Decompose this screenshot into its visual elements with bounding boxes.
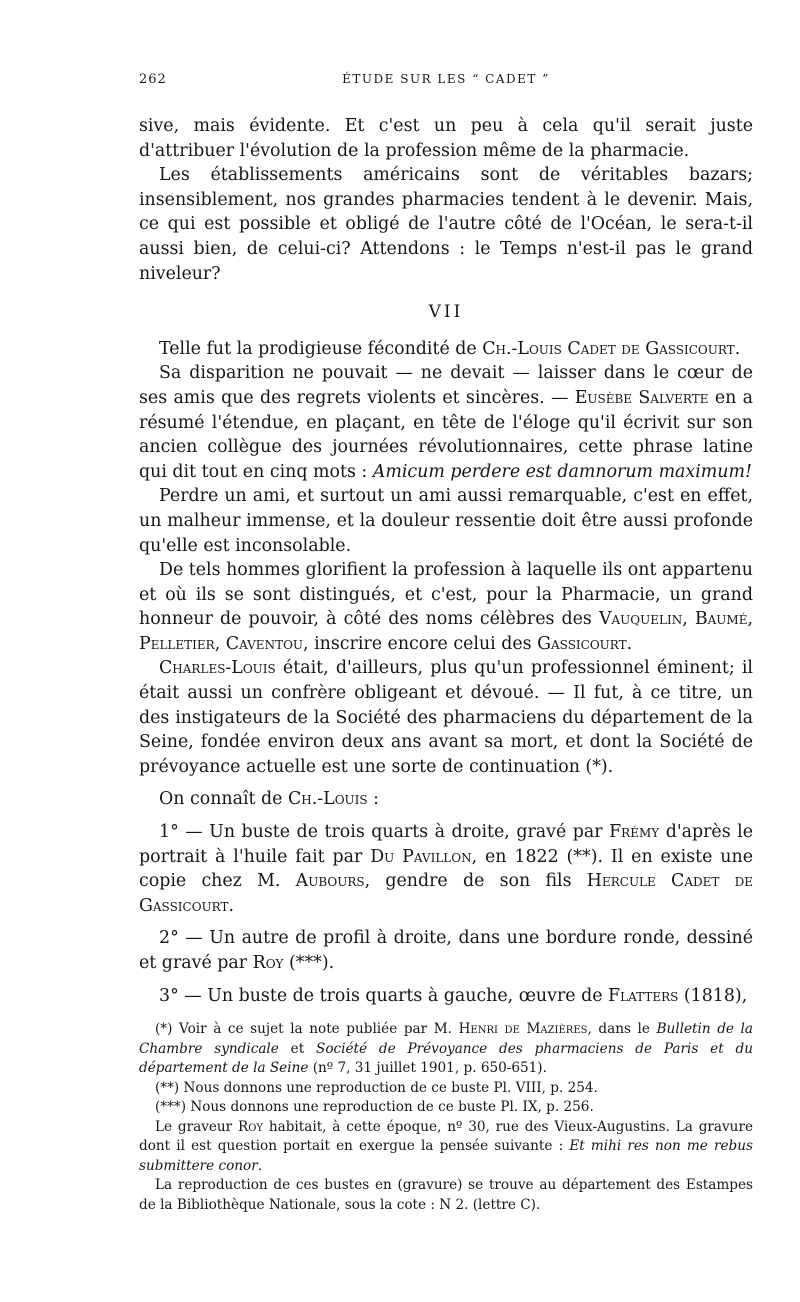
text: De tels hommes glorifient la profession à laquelle ils ont appartenu et où ils se sont distingués, et c'est, pour la Pharmacie, un grand honneur de pouvoir, à côté des noms célèbres des: [139, 560, 753, 630]
paragraph-known-works: [139, 787, 753, 812]
text: On connaît de: [159, 789, 288, 810]
list-item-2: [139, 926, 753, 975]
person-name: Ch.-Louis Cadet de Gassicourt: [482, 338, 735, 359]
text: .: [734, 338, 741, 359]
main-text: [139, 114, 753, 1008]
list-item-1: [139, 820, 753, 918]
paragraph-confrere: [139, 656, 753, 779]
paragraph-disappearance: [139, 361, 753, 484]
text: Le graveur: [155, 1118, 238, 1135]
text: .: [257, 1157, 263, 1174]
person-name: Hercule Cadet de Gassicourt: [139, 871, 754, 916]
person-name: Frémy: [609, 822, 660, 843]
latin-quote: Amicum perdere est damnorum maximum!: [372, 461, 752, 482]
person-name: Eusèbe Salverte: [574, 387, 709, 408]
text: Sa disparition ne pouvait — ne devait — laisser dans le cœur de ses amis que des regrets violents et sincères. —: [139, 363, 753, 408]
person-name: Caventou: [225, 633, 304, 654]
text: , inscrire encore celui des: [303, 633, 538, 654]
person-name: Charles-Louis: [159, 658, 276, 679]
paragraph-continuation: sive, mais évidente. Et c'est un peu à cela qu'il serait juste d'attribuer l'évolution de la profession même de la pharmacie.: [139, 116, 753, 161]
person-name: Henri de Mazières: [458, 1021, 588, 1038]
text: (nº 7, 31 juillet 1901, p. 650-651).: [308, 1060, 547, 1077]
person-name: Aubours: [295, 871, 365, 892]
text: (1818),: [678, 985, 748, 1006]
paragraph-american-stores: Les établissements américains sont de véritables bazars; insensiblement, nos grandes pharmacies tendent à le devenir. Mais, ce qui est possible et obligé de l'autre côté de l'Océan, le sera-t-il aussi bien, de celui-ci? Attendons : le Temps n'est-il pas le grand niveleur?: [139, 165, 753, 284]
text: (***).: [283, 953, 335, 973]
text: Telle fut la prodigieuse fécondité de: [159, 338, 483, 359]
footnote-engraver: [139, 1118, 753, 1177]
person-name: Pelletier: [139, 633, 215, 654]
text: était, d'ailleurs, plus qu'un professionnel éminent; il était aussi un confrère obligeant et dévoué. — Il fut, à ce titre, un des instigateurs de la Société des pharmaciens du département de la Seine, fondée environ deux ans avant sa mort, et dont la Société de prévoyance actuelle est une sorte de continuation (*).: [139, 658, 753, 777]
text: ,: [682, 609, 695, 630]
footnotes: [139, 1020, 753, 1215]
paragraph-fecundity: [139, 337, 753, 362]
person-name: Du Pavillon: [370, 846, 472, 867]
text: (*) Voir à ce sujet la note publiée par M.: [155, 1021, 459, 1038]
section-heading: VII: [428, 302, 464, 323]
person-name: Flatters: [608, 985, 679, 1006]
text: .: [626, 633, 633, 654]
person-name: Vauquelin: [598, 609, 683, 630]
text: , en 1822 (**). Il en existe une copie chez M.: [139, 846, 753, 892]
footnote-2: (**) Nous donnons une reproduction de ce buste Pl. VIII, p. 254.: [155, 1079, 598, 1096]
footnote-busts: La reproduction de ces bustes en (gravure) se trouve au département des Estampes de la Bibliothèque Nationale, sous la cote : N 2. (lettre C).: [139, 1177, 753, 1213]
person-name: Roy: [252, 953, 284, 973]
text: :: [367, 789, 380, 810]
list-item-3: [139, 984, 753, 1009]
running-header: [139, 72, 753, 96]
paragraph-loss: Perdre un ami, et surtout un ami aussi remarquable, c'est en effet, un malheur immense, et la douleur ressentie doit être aussi profonde qu'elle est inconsolable.: [139, 486, 753, 556]
text: d'après le portrait à l'huile fait par: [139, 822, 753, 867]
text: et: [278, 1040, 317, 1057]
text: ,: [214, 633, 226, 654]
publication-title: Bulletin de la Chambre syndicale: [139, 1021, 753, 1057]
page-number: 262: [139, 72, 167, 87]
text: , dans le: [587, 1021, 657, 1038]
text: ,: [747, 609, 753, 630]
person-name: Roy: [238, 1118, 264, 1135]
text: .: [228, 895, 235, 916]
text: 1° — Un buste de trois quarts à droite, gravé par: [159, 822, 610, 843]
person-name: Gassicourt: [537, 633, 627, 654]
text: habitait, à cette époque, nº 30, rue des Vieux-Augustins. La gravure dont il est question portait en exergue la pensée suivante :: [139, 1118, 753, 1155]
person-name: Baumé: [694, 609, 748, 630]
text: en a résumé l'étendue, en plaçant, en tête de l'éloge qu'il écrivit sur son ancien collègue des journées révolutionnaires, cette phrase latine qui dit tout en cinq mots :: [139, 387, 753, 482]
footnote-1: [139, 1020, 753, 1079]
latin-motto: Et mihi res non me rebus submittere conor: [139, 1138, 753, 1174]
page: [139, 72, 753, 1215]
text: 3° — Un buste de trois quarts à gauche, œuvre de: [159, 985, 609, 1006]
publication-title: Société de Prévoyance des pharmaciens de Paris et du département de la Seine: [139, 1040, 753, 1077]
text: 2° — Un autre de profil à droite, dans une bordure ronde, dessiné et gravé par: [139, 928, 753, 973]
footnote-3: (***) Nous donnons une reproduction de ce buste Pl. IX, p. 256.: [155, 1099, 594, 1116]
text: , gendre de son fils: [364, 871, 587, 892]
paragraph-glory: [139, 558, 753, 656]
person-name: Ch.-Louis: [288, 789, 368, 810]
running-title: ÉTUDE SUR LES “ CADET ”: [342, 72, 550, 86]
